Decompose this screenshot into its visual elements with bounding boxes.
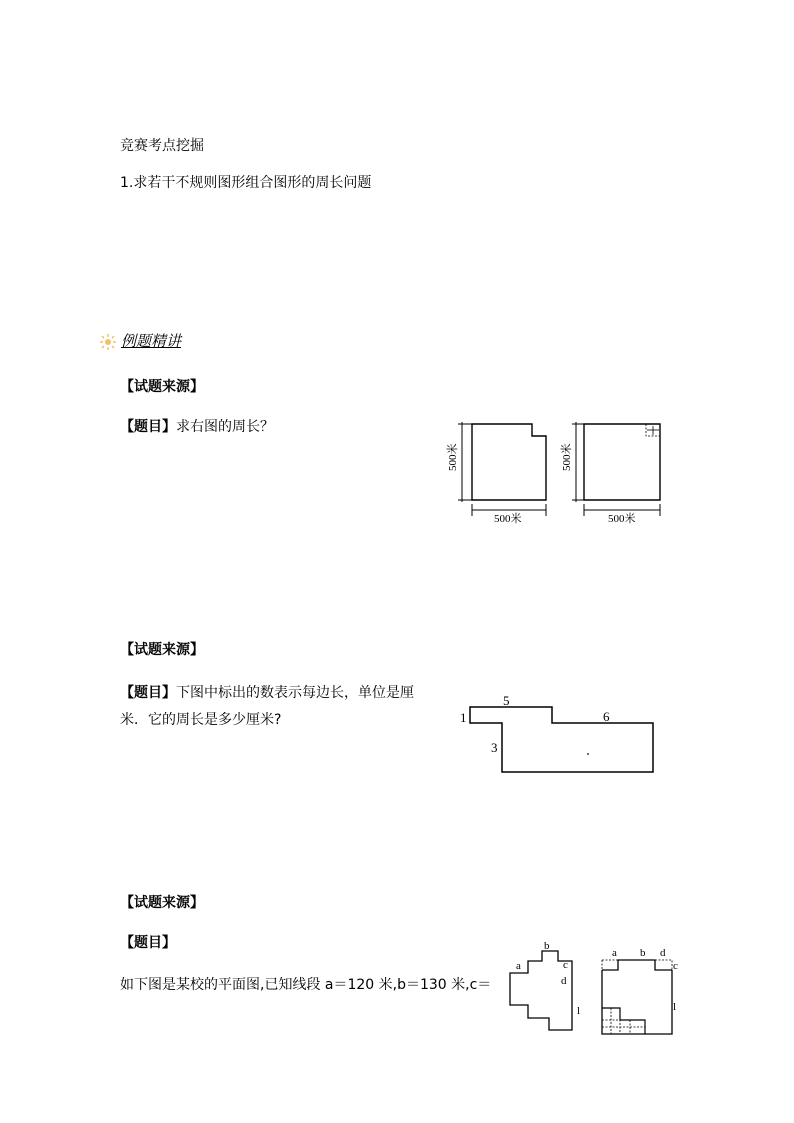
- figure-square-notched: [448, 418, 688, 528]
- label-top: 5: [503, 693, 510, 708]
- width-label-b: 500米: [608, 513, 636, 525]
- label-l: l: [577, 1005, 581, 1017]
- figure-school-plan: [500, 940, 690, 1040]
- label-step: 3: [491, 740, 498, 755]
- label-a-right: a: [612, 947, 617, 959]
- label-top-right: 6: [603, 709, 610, 724]
- problem-question: [120, 418, 274, 436]
- label-c: c: [563, 959, 568, 971]
- width-label: 500米: [494, 513, 522, 525]
- label-l-right: l: [673, 1001, 677, 1013]
- problem-question: 如下图是某校的平面图,已知线段 a＝120 米,b＝130 米,c＝: [120, 977, 492, 993]
- problem-source: 【试题来源】: [120, 379, 204, 395]
- sun-icon: [98, 333, 118, 351]
- figure-step-shape: [456, 690, 666, 780]
- label-a: a: [516, 960, 521, 972]
- question-text: 下图中标出的数表示每边长，单位是厘: [176, 685, 414, 701]
- label-b-right: b: [640, 947, 646, 959]
- question-label: 【题目】: [120, 419, 176, 435]
- height-label-b: 500米: [561, 443, 573, 471]
- problem-source: 【试题来源】: [120, 642, 204, 658]
- height-label: 500米: [447, 443, 459, 471]
- exam-point-1: 1.求若干不规则图形组合图形的周长问题: [120, 175, 372, 191]
- question-label: 【题目】: [120, 685, 176, 701]
- label-b: b: [544, 940, 550, 952]
- label-d: d: [561, 975, 567, 987]
- example-section-title: 例题精讲: [121, 332, 182, 350]
- label-c-right: c: [673, 960, 678, 972]
- problem-question: [120, 684, 414, 702]
- question-text: 求右图的周长？: [176, 419, 274, 435]
- section-header: 竞赛考点挖掘: [120, 138, 204, 154]
- label-left: 1: [460, 710, 467, 725]
- question-label: 【题目】: [120, 935, 176, 951]
- problem-source: 【试题来源】: [120, 895, 204, 911]
- label-d-right: d: [660, 947, 666, 959]
- problem-question-cont: 米．它的周长是多少厘米?: [120, 712, 282, 728]
